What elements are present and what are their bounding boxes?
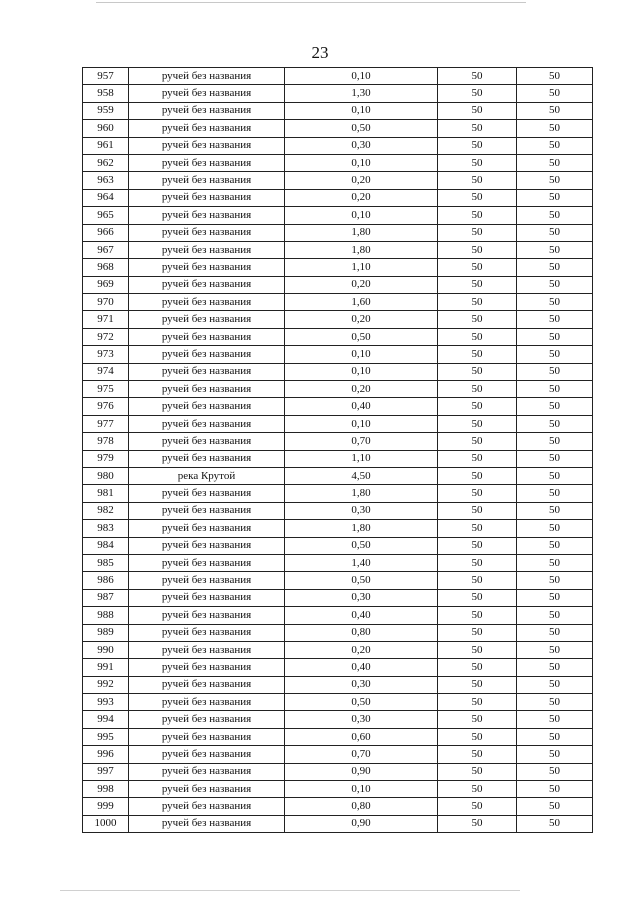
row-number-cell: 996: [83, 746, 129, 763]
water-body-name-cell: ручей без названия: [129, 137, 285, 154]
row-number-cell: 986: [83, 572, 129, 589]
table-row: [83, 207, 593, 224]
coastal-strip-width-cell: 50: [517, 102, 593, 119]
length-km-cell: 0,30: [285, 589, 438, 606]
coastal-strip-width-cell: 50: [517, 294, 593, 311]
table-row: [83, 68, 593, 85]
protection-zone-width-cell: 50: [438, 276, 517, 293]
length-km-cell: 0,40: [285, 659, 438, 676]
table-row: [83, 815, 593, 832]
row-number-cell: 979: [83, 450, 129, 467]
water-body-name-cell: ручей без названия: [129, 676, 285, 693]
water-body-name-cell: ручей без названия: [129, 450, 285, 467]
coastal-strip-width-cell: 50: [517, 363, 593, 380]
length-km-cell: 1,80: [285, 520, 438, 537]
water-body-name-cell: ручей без названия: [129, 763, 285, 780]
protection-zone-width-cell: 50: [438, 328, 517, 345]
coastal-strip-width-cell: 50: [517, 137, 593, 154]
water-body-name-cell: ручей без названия: [129, 589, 285, 606]
water-body-name-cell: ручей без названия: [129, 624, 285, 641]
length-km-cell: 1,80: [285, 224, 438, 241]
row-number-cell: 975: [83, 381, 129, 398]
row-number-cell: 995: [83, 728, 129, 745]
coastal-strip-width-cell: 50: [517, 398, 593, 415]
row-number-cell: 984: [83, 537, 129, 554]
table-row: [83, 450, 593, 467]
water-body-name-cell: ручей без названия: [129, 607, 285, 624]
protection-zone-width-cell: 50: [438, 224, 517, 241]
length-km-cell: 0,50: [285, 537, 438, 554]
protection-zone-width-cell: 50: [438, 154, 517, 171]
table-row: [83, 537, 593, 554]
protection-zone-width-cell: 50: [438, 815, 517, 832]
table-row: [83, 398, 593, 415]
table-row: [83, 259, 593, 276]
protection-zone-width-cell: 50: [438, 554, 517, 571]
row-number-cell: 997: [83, 763, 129, 780]
length-km-cell: 0,50: [285, 328, 438, 345]
length-km-cell: 1,80: [285, 241, 438, 258]
water-body-name-cell: ручей без названия: [129, 746, 285, 763]
water-body-name-cell: ручей без названия: [129, 572, 285, 589]
coastal-strip-width-cell: 50: [517, 659, 593, 676]
protection-zone-width-cell: 50: [438, 798, 517, 815]
coastal-strip-width-cell: 50: [517, 120, 593, 137]
table-row: [83, 276, 593, 293]
row-number-cell: 976: [83, 398, 129, 415]
water-body-name-cell: ручей без названия: [129, 207, 285, 224]
protection-zone-width-cell: 50: [438, 381, 517, 398]
length-km-cell: 0,90: [285, 763, 438, 780]
length-km-cell: 0,20: [285, 276, 438, 293]
water-body-name-cell: ручей без названия: [129, 554, 285, 571]
length-km-cell: 0,10: [285, 781, 438, 798]
row-number-cell: 960: [83, 120, 129, 137]
protection-zone-width-cell: 50: [438, 102, 517, 119]
table-row: [83, 102, 593, 119]
row-number-cell: 974: [83, 363, 129, 380]
page-number: 23: [311, 43, 329, 62]
row-number-cell: 988: [83, 607, 129, 624]
coastal-strip-width-cell: 50: [517, 467, 593, 484]
water-body-name-cell: ручей без названия: [129, 798, 285, 815]
protection-zone-width-cell: 50: [438, 467, 517, 484]
protection-zone-width-cell: 50: [438, 624, 517, 641]
table-row: [83, 224, 593, 241]
table-row: [83, 781, 593, 798]
length-km-cell: 0,10: [285, 346, 438, 363]
coastal-strip-width-cell: 50: [517, 815, 593, 832]
length-km-cell: 0,10: [285, 207, 438, 224]
length-km-cell: 0,30: [285, 502, 438, 519]
protection-zone-width-cell: 50: [438, 398, 517, 415]
water-body-name-cell: ручей без названия: [129, 363, 285, 380]
water-body-name-cell: ручей без названия: [129, 815, 285, 832]
table-row: [83, 520, 593, 537]
protection-zone-width-cell: 50: [438, 746, 517, 763]
length-km-cell: 1,60: [285, 294, 438, 311]
water-body-name-cell: ручей без названия: [129, 102, 285, 119]
row-number-cell: 964: [83, 189, 129, 206]
protection-zone-width-cell: 50: [438, 207, 517, 224]
table-row: [83, 485, 593, 502]
coastal-strip-width-cell: 50: [517, 763, 593, 780]
table-row: [83, 607, 593, 624]
protection-zone-width-cell: 50: [438, 676, 517, 693]
coastal-strip-width-cell: 50: [517, 589, 593, 606]
length-km-cell: 1,40: [285, 554, 438, 571]
coastal-strip-width-cell: 50: [517, 415, 593, 432]
table-row: [83, 641, 593, 658]
table-row: [83, 189, 593, 206]
row-number-cell: 983: [83, 520, 129, 537]
coastal-strip-width-cell: 50: [517, 68, 593, 85]
coastal-strip-width-cell: 50: [517, 694, 593, 711]
length-km-cell: 1,10: [285, 259, 438, 276]
protection-zone-width-cell: 50: [438, 537, 517, 554]
length-km-cell: 0,10: [285, 68, 438, 85]
row-number-cell: 958: [83, 85, 129, 102]
table-row: [83, 711, 593, 728]
coastal-strip-width-cell: 50: [517, 485, 593, 502]
water-body-name-cell: ручей без названия: [129, 781, 285, 798]
water-body-name-cell: ручей без названия: [129, 381, 285, 398]
row-number-cell: 961: [83, 137, 129, 154]
protection-zone-width-cell: 50: [438, 85, 517, 102]
coastal-strip-width-cell: 50: [517, 224, 593, 241]
table-row: [83, 467, 593, 484]
length-km-cell: 0,10: [285, 154, 438, 171]
length-km-cell: 4,50: [285, 467, 438, 484]
length-km-cell: 0,20: [285, 381, 438, 398]
table-row: [83, 589, 593, 606]
row-number-cell: 978: [83, 433, 129, 450]
protection-zone-width-cell: 50: [438, 607, 517, 624]
table-row: [83, 572, 593, 589]
row-number-cell: 959: [83, 102, 129, 119]
protection-zone-width-cell: 50: [438, 259, 517, 276]
table-row: [83, 311, 593, 328]
coastal-strip-width-cell: 50: [517, 746, 593, 763]
coastal-strip-width-cell: 50: [517, 328, 593, 345]
water-body-name-cell: ручей без названия: [129, 415, 285, 432]
coastal-strip-width-cell: 50: [517, 154, 593, 171]
protection-zone-width-cell: 50: [438, 485, 517, 502]
row-number-cell: 965: [83, 207, 129, 224]
coastal-strip-width-cell: 50: [517, 241, 593, 258]
protection-zone-width-cell: 50: [438, 241, 517, 258]
table-row: [83, 415, 593, 432]
coastal-strip-width-cell: 50: [517, 381, 593, 398]
protection-zone-width-cell: 50: [438, 589, 517, 606]
water-body-name-cell: ручей без названия: [129, 537, 285, 554]
row-number-cell: 987: [83, 589, 129, 606]
row-number-cell: 985: [83, 554, 129, 571]
table-row: [83, 241, 593, 258]
water-body-name-cell: ручей без названия: [129, 328, 285, 345]
row-number-cell: 970: [83, 294, 129, 311]
coastal-strip-width-cell: 50: [517, 450, 593, 467]
row-number-cell: 962: [83, 154, 129, 171]
length-km-cell: 0,30: [285, 676, 438, 693]
row-number-cell: 989: [83, 624, 129, 641]
protection-zone-width-cell: 50: [438, 781, 517, 798]
coastal-strip-width-cell: 50: [517, 433, 593, 450]
coastal-strip-width-cell: 50: [517, 207, 593, 224]
table-row: [83, 694, 593, 711]
table-row: [83, 381, 593, 398]
protection-zone-width-cell: 50: [438, 502, 517, 519]
row-number-cell: 999: [83, 798, 129, 815]
row-number-cell: 966: [83, 224, 129, 241]
table-row: [83, 746, 593, 763]
length-km-cell: 1,80: [285, 485, 438, 502]
length-km-cell: 0,10: [285, 415, 438, 432]
protection-zone-width-cell: 50: [438, 172, 517, 189]
coastal-strip-width-cell: 50: [517, 537, 593, 554]
coastal-strip-width-cell: 50: [517, 502, 593, 519]
length-km-cell: 0,40: [285, 607, 438, 624]
protection-zone-width-cell: 50: [438, 711, 517, 728]
table-row: [83, 659, 593, 676]
row-number-cell: 981: [83, 485, 129, 502]
protection-zone-width-cell: 50: [438, 520, 517, 537]
length-km-cell: 0,70: [285, 433, 438, 450]
table-row: [83, 137, 593, 154]
coastal-strip-width-cell: 50: [517, 85, 593, 102]
table-row: [83, 346, 593, 363]
water-body-name-cell: ручей без названия: [129, 172, 285, 189]
water-body-name-cell: ручей без названия: [129, 433, 285, 450]
length-km-cell: 0,10: [285, 363, 438, 380]
row-number-cell: 969: [83, 276, 129, 293]
coastal-strip-width-cell: 50: [517, 641, 593, 658]
length-km-cell: 1,10: [285, 450, 438, 467]
length-km-cell: 0,20: [285, 172, 438, 189]
coastal-strip-width-cell: 50: [517, 520, 593, 537]
water-body-name-cell: ручей без названия: [129, 154, 285, 171]
row-number-cell: 1000: [83, 815, 129, 832]
row-number-cell: 973: [83, 346, 129, 363]
row-number-cell: 993: [83, 694, 129, 711]
length-km-cell: 0,30: [285, 711, 438, 728]
coastal-strip-width-cell: 50: [517, 676, 593, 693]
row-number-cell: 957: [83, 68, 129, 85]
coastal-strip-width-cell: 50: [517, 172, 593, 189]
coastal-strip-width-cell: 50: [517, 554, 593, 571]
protection-zone-width-cell: 50: [438, 294, 517, 311]
water-body-name-cell: ручей без названия: [129, 294, 285, 311]
top-edge-line: [96, 2, 526, 3]
length-km-cell: 0,20: [285, 189, 438, 206]
water-body-name-cell: ручей без названия: [129, 694, 285, 711]
protection-zone-width-cell: 50: [438, 415, 517, 432]
water-body-name-cell: ручей без названия: [129, 311, 285, 328]
coastal-strip-width-cell: 50: [517, 572, 593, 589]
row-number-cell: 971: [83, 311, 129, 328]
water-body-name-cell: ручей без названия: [129, 85, 285, 102]
table-body: [83, 68, 593, 833]
water-body-name-cell: ручей без названия: [129, 659, 285, 676]
protection-zone-width-cell: 50: [438, 120, 517, 137]
coastal-strip-width-cell: 50: [517, 189, 593, 206]
length-km-cell: 0,60: [285, 728, 438, 745]
row-number-cell: 968: [83, 259, 129, 276]
water-body-name-cell: ручей без названия: [129, 502, 285, 519]
water-body-name-cell: ручей без названия: [129, 259, 285, 276]
coastal-strip-width-cell: 50: [517, 711, 593, 728]
table-row: [83, 554, 593, 571]
length-km-cell: 0,50: [285, 694, 438, 711]
bottom-edge-line: [60, 890, 520, 891]
length-km-cell: 0,50: [285, 120, 438, 137]
protection-zone-width-cell: 50: [438, 728, 517, 745]
water-body-name-cell: ручей без названия: [129, 346, 285, 363]
table-row: [83, 172, 593, 189]
protection-zone-width-cell: 50: [438, 659, 517, 676]
coastal-strip-width-cell: 50: [517, 781, 593, 798]
table-row: [83, 433, 593, 450]
table-row: [83, 728, 593, 745]
water-body-name-cell: ручей без названия: [129, 189, 285, 206]
protection-zone-width-cell: 50: [438, 433, 517, 450]
protection-zone-width-cell: 50: [438, 68, 517, 85]
protection-zone-width-cell: 50: [438, 363, 517, 380]
water-body-name-cell: ручей без названия: [129, 241, 285, 258]
length-km-cell: 0,80: [285, 798, 438, 815]
water-body-name-cell: ручей без названия: [129, 224, 285, 241]
protection-zone-width-cell: 50: [438, 346, 517, 363]
water-bodies-table: [82, 67, 593, 833]
length-km-cell: 1,30: [285, 85, 438, 102]
protection-zone-width-cell: 50: [438, 641, 517, 658]
protection-zone-width-cell: 50: [438, 450, 517, 467]
water-body-name-cell: ручей без названия: [129, 68, 285, 85]
table-row: [83, 676, 593, 693]
table-row: [83, 154, 593, 171]
water-body-name-cell: ручей без названия: [129, 485, 285, 502]
coastal-strip-width-cell: 50: [517, 624, 593, 641]
row-number-cell: 977: [83, 415, 129, 432]
protection-zone-width-cell: 50: [438, 694, 517, 711]
coastal-strip-width-cell: 50: [517, 259, 593, 276]
row-number-cell: 990: [83, 641, 129, 658]
coastal-strip-width-cell: 50: [517, 276, 593, 293]
water-body-name-cell: река Крутой: [129, 467, 285, 484]
water-body-name-cell: ручей без названия: [129, 728, 285, 745]
length-km-cell: 0,30: [285, 137, 438, 154]
water-body-name-cell: ручей без названия: [129, 398, 285, 415]
coastal-strip-width-cell: 50: [517, 311, 593, 328]
coastal-strip-width-cell: 50: [517, 607, 593, 624]
table-row: [83, 363, 593, 380]
length-km-cell: 0,80: [285, 624, 438, 641]
row-number-cell: 998: [83, 781, 129, 798]
table-row: [83, 120, 593, 137]
coastal-strip-width-cell: 50: [517, 798, 593, 815]
length-km-cell: 0,20: [285, 311, 438, 328]
row-number-cell: 967: [83, 241, 129, 258]
table-row: [83, 798, 593, 815]
water-body-name-cell: ручей без названия: [129, 641, 285, 658]
protection-zone-width-cell: 50: [438, 763, 517, 780]
row-number-cell: 972: [83, 328, 129, 345]
table-row: [83, 763, 593, 780]
row-number-cell: 980: [83, 467, 129, 484]
row-number-cell: 991: [83, 659, 129, 676]
table-row: [83, 328, 593, 345]
water-body-name-cell: ручей без названия: [129, 711, 285, 728]
water-body-name-cell: ручей без названия: [129, 276, 285, 293]
protection-zone-width-cell: 50: [438, 311, 517, 328]
length-km-cell: 0,20: [285, 641, 438, 658]
table-row: [83, 294, 593, 311]
water-body-name-cell: ручей без названия: [129, 120, 285, 137]
table-row: [83, 85, 593, 102]
length-km-cell: 0,40: [285, 398, 438, 415]
row-number-cell: 994: [83, 711, 129, 728]
row-number-cell: 992: [83, 676, 129, 693]
table-row: [83, 624, 593, 641]
length-km-cell: 0,90: [285, 815, 438, 832]
coastal-strip-width-cell: 50: [517, 728, 593, 745]
protection-zone-width-cell: 50: [438, 189, 517, 206]
length-km-cell: 0,10: [285, 102, 438, 119]
row-number-cell: 982: [83, 502, 129, 519]
coastal-strip-width-cell: 50: [517, 346, 593, 363]
length-km-cell: 0,70: [285, 746, 438, 763]
row-number-cell: 963: [83, 172, 129, 189]
protection-zone-width-cell: 50: [438, 137, 517, 154]
table-row: [83, 502, 593, 519]
water-body-name-cell: ручей без названия: [129, 520, 285, 537]
protection-zone-width-cell: 50: [438, 572, 517, 589]
length-km-cell: 0,50: [285, 572, 438, 589]
